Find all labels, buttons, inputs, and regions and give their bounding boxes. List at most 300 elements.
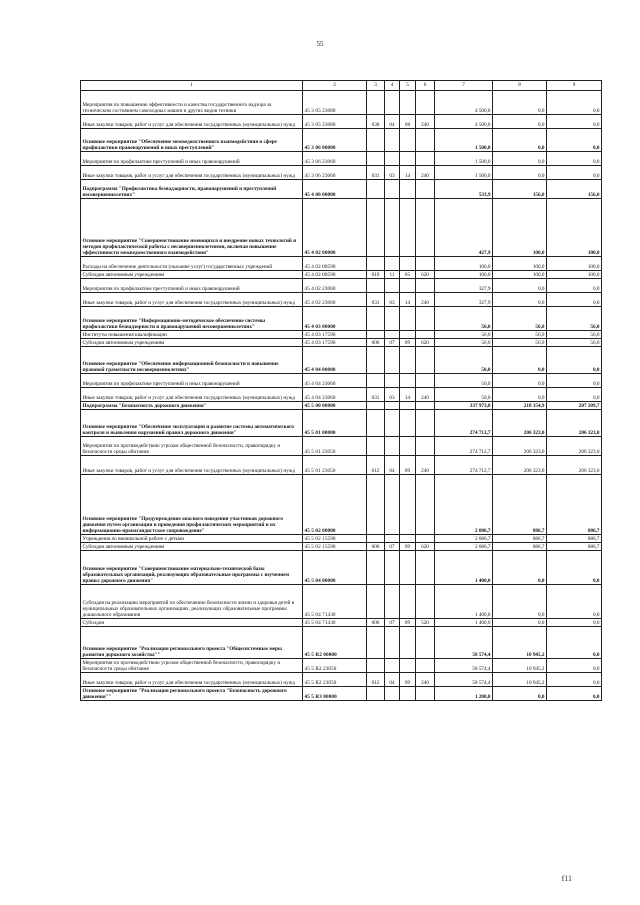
expense-type-code xyxy=(416,257,435,271)
amount-year-2: 886,7 xyxy=(493,535,547,543)
expense-type-code xyxy=(416,91,435,115)
section-code xyxy=(385,129,400,152)
target-article-code: 45 3 05 23080 xyxy=(303,91,367,115)
section-code xyxy=(385,152,400,166)
table-row xyxy=(81,166,602,180)
amount-year-2: 0,0 xyxy=(493,551,547,585)
row-name: Мероприятия по профилактике преступлений и иных правонарушений xyxy=(81,374,303,388)
subsection-code: 14 xyxy=(400,388,416,402)
table-row xyxy=(81,339,602,347)
target-article-code: 45 4 02 00590 xyxy=(303,257,367,271)
amount-year-3: 56,0 xyxy=(547,331,602,339)
row-name: Мероприятия по повышению эффективности и качества государственного надзора за техническим состоянием самоходных машин и других видов техники xyxy=(81,91,303,115)
grbs-code: 012 xyxy=(367,673,385,687)
amount-year-2: 0,0 xyxy=(493,152,547,166)
amount-year-1: 50,0 xyxy=(435,388,493,402)
target-article-code: 45 4 02 00000 xyxy=(303,199,367,257)
row-name: Основное мероприятие "Реализация регионального проекта "Безопасность дорожного движения"" xyxy=(81,687,303,701)
amount-year-1: 2 086,7 xyxy=(435,535,493,543)
amount-year-1: 274 712,7 xyxy=(435,437,493,456)
row-name: Институты повышения квалификации xyxy=(81,331,303,339)
amount-year-3: 100,0 xyxy=(547,271,602,279)
amount-year-3: 206 323,0 xyxy=(547,437,602,456)
grbs-code xyxy=(367,535,385,543)
section-code: 03 xyxy=(385,388,400,402)
column-header: 5 xyxy=(400,81,416,91)
row-name: Иные закупки товаров, работ и услуг для обеспечения государственных (муниципальных) нужд xyxy=(81,166,303,180)
amount-year-1: 2 086,7 xyxy=(435,475,493,535)
amount-year-2: 218 154,9 xyxy=(493,402,547,410)
table-row xyxy=(81,551,602,585)
section-code xyxy=(385,257,400,271)
expense-type-code: 240 xyxy=(416,456,435,475)
table-row xyxy=(81,687,602,701)
row-name: Мероприятия по противодействию угрозам общественной безопасности, правопорядку и безопасности среды обитания xyxy=(81,437,303,456)
table-row xyxy=(81,627,602,659)
subsection-code: 09 xyxy=(400,339,416,347)
section-code xyxy=(385,402,400,410)
expense-type-code xyxy=(416,307,435,331)
target-article-code: 45 5 04 71430 xyxy=(303,585,367,619)
expense-type-code xyxy=(416,627,435,659)
table-row xyxy=(81,129,602,152)
target-article-code: 45 5 02 00000 xyxy=(303,475,367,535)
amount-year-2: 206 323,0 xyxy=(493,410,547,437)
subsection-code: 05 xyxy=(400,271,416,279)
expense-type-code xyxy=(416,374,435,388)
section-code xyxy=(385,585,400,619)
table-row xyxy=(81,91,602,115)
table-row xyxy=(81,402,602,410)
amount-year-2: 10 945,2 xyxy=(493,673,547,687)
amount-year-3: 56,0 xyxy=(547,307,602,331)
row-name: Основное мероприятие "Обеспечение межведомственного взаимодействия в сфере профилактики правонарушений и иных преступлений" xyxy=(81,129,303,152)
amount-year-3: 0,0 xyxy=(547,619,602,627)
row-name: Основное мероприятие "Предупреждение опасного поведения участников дорожного движения путем организации и проведения профилактических мероприятий и их информационно-пропагандистское сопровождение" xyxy=(81,475,303,535)
subsection-code xyxy=(400,475,416,535)
expense-type-code xyxy=(416,551,435,585)
amount-year-3: 0,0 xyxy=(547,673,602,687)
table-row xyxy=(81,279,602,293)
row-name: Мероприятия по профилактике преступлений и иных правонарушений xyxy=(81,279,303,293)
table-row xyxy=(81,115,602,129)
subsection-code xyxy=(400,180,416,199)
grbs-code xyxy=(367,347,385,374)
target-article-code: 45 4 00 00000 xyxy=(303,180,367,199)
subsection-code xyxy=(400,535,416,543)
subsection-code: 14 xyxy=(400,293,416,307)
amount-year-3: 56,0 xyxy=(547,339,602,347)
section-code xyxy=(385,307,400,331)
table-row xyxy=(81,331,602,339)
amount-year-1: 1 400,0 xyxy=(435,585,493,619)
target-article-code: 45 5 04 71430 xyxy=(303,619,367,627)
expense-type-code xyxy=(416,331,435,339)
column-header: 8 xyxy=(493,81,547,91)
expense-type-code: 240 xyxy=(416,166,435,180)
amount-year-1: 427,9 xyxy=(435,199,493,257)
row-name: Мероприятия по профилактике преступлений и иных правонарушений xyxy=(81,152,303,166)
section-code xyxy=(385,687,400,701)
amount-year-3: 0,0 xyxy=(547,627,602,659)
expense-type-code: 620 xyxy=(416,339,435,347)
amount-year-3: 0,0 xyxy=(547,374,602,388)
amount-year-1: 100,0 xyxy=(435,271,493,279)
amount-year-1: 58 574,4 xyxy=(435,673,493,687)
table-header-row xyxy=(81,81,602,91)
amount-year-3: 0,0 xyxy=(547,166,602,180)
row-name: Основное мероприятие "Совершенствование материально-технической базы образовательных организаций, реализующих образовательные программы с изучением правил дорожного движения" xyxy=(81,551,303,585)
column-header: 6 xyxy=(416,81,435,91)
subsection-code xyxy=(400,402,416,410)
subsection-code xyxy=(400,551,416,585)
amount-year-3: 0,0 xyxy=(547,152,602,166)
amount-year-3: 0,0 xyxy=(547,687,602,701)
amount-year-1: 4 500,0 xyxy=(435,115,493,129)
subsection-code xyxy=(400,627,416,659)
section-code xyxy=(385,475,400,535)
section-code xyxy=(385,331,400,339)
grbs-code xyxy=(367,475,385,535)
row-name: Расходы на обеспечение деятельности (оказание услуг) государственных учреждений xyxy=(81,257,303,271)
target-article-code: 45 5 02 15590 xyxy=(303,535,367,543)
target-article-code: 45 4 03 17590 xyxy=(303,331,367,339)
expense-type-code xyxy=(416,585,435,619)
grbs-code: 031 xyxy=(367,166,385,180)
amount-year-2: 56,0 xyxy=(493,331,547,339)
amount-year-3: 0,0 xyxy=(547,585,602,619)
expense-type-code: 240 xyxy=(416,293,435,307)
expense-type-code xyxy=(416,402,435,410)
amount-year-2: 0,0 xyxy=(493,585,547,619)
target-article-code: 45 5 01 23050 xyxy=(303,456,367,475)
amount-year-1: 1 500,0 xyxy=(435,129,493,152)
amount-year-2: 206 323,0 xyxy=(493,456,547,475)
column-header: 7 xyxy=(435,81,493,91)
subsection-code xyxy=(400,585,416,619)
grbs-code xyxy=(367,374,385,388)
column-header: 1 xyxy=(81,81,303,91)
subsection-code: 14 xyxy=(400,166,416,180)
table-row xyxy=(81,257,602,271)
grbs-code: 006 xyxy=(367,619,385,627)
target-article-code: 45 3 06 00000 xyxy=(303,129,367,152)
amount-year-2: 0,0 xyxy=(493,129,547,152)
section-code xyxy=(385,199,400,257)
amount-year-3: 0,0 xyxy=(547,659,602,673)
amount-year-2: 0,0 xyxy=(493,687,547,701)
table-row xyxy=(81,619,602,627)
target-article-code: 45 3 06 23060 xyxy=(303,166,367,180)
column-header: 2 xyxy=(303,81,367,91)
section-code: 03 xyxy=(385,166,400,180)
amount-year-1: 4 500,0 xyxy=(435,91,493,115)
grbs-code: 012 xyxy=(367,456,385,475)
table-row xyxy=(81,659,602,673)
section-code xyxy=(385,347,400,374)
row-name: Иные закупки товаров, работ и услуг для обеспечения государственных (муниципальных) нужд xyxy=(81,456,303,475)
column-header: 3 xyxy=(367,81,385,91)
section-code: 07 xyxy=(385,543,400,551)
subsection-code xyxy=(400,374,416,388)
subsection-code xyxy=(400,91,416,115)
amount-year-3: 0,0 xyxy=(547,91,602,115)
page-number: 55 xyxy=(316,40,324,48)
subsection-code: 09 xyxy=(400,543,416,551)
expense-type-code xyxy=(416,659,435,673)
amount-year-1: 274 712,7 xyxy=(435,410,493,437)
expense-type-code xyxy=(416,199,435,257)
target-article-code: 45 4 02 00590 xyxy=(303,271,367,279)
section-code: 03 xyxy=(385,293,400,307)
amount-year-2: 10 945,2 xyxy=(493,627,547,659)
amount-year-3: 206 323,0 xyxy=(547,410,602,437)
amount-year-1: 1 500,0 xyxy=(435,166,493,180)
table-row xyxy=(81,475,602,535)
column-header: 4 xyxy=(385,81,400,91)
subsection-code xyxy=(400,331,416,339)
row-name: Субсидия на реализацию мероприятий по обеспечению безопасности жизни и здоровья детей в муниципальных образовательных организациях, реализующих образовательные программы дошкольного образования xyxy=(81,585,303,619)
row-name: Основное мероприятие "Информационно-методическое обеспечение системы профилактики безнадзорности и правонарушений несовершеннолетних" xyxy=(81,307,303,331)
amount-year-3: 0,0 xyxy=(547,115,602,129)
amount-year-2: 10 945,2 xyxy=(493,659,547,673)
amount-year-3: 886,7 xyxy=(547,535,602,543)
section-code: 04 xyxy=(385,115,400,129)
expense-type-code: 520 xyxy=(416,619,435,627)
grbs-code xyxy=(367,410,385,437)
amount-year-2: 206 323,0 xyxy=(493,437,547,456)
amount-year-1: 56,0 xyxy=(435,331,493,339)
table-row xyxy=(81,673,602,687)
amount-year-1: 2 086,7 xyxy=(435,543,493,551)
target-article-code: 45 4 04 23060 xyxy=(303,374,367,388)
amount-year-1: 56,0 xyxy=(435,339,493,347)
row-name: Основное мероприятие "Совершенствование имеющихся и внедрение новых технологий и методов профилактической работы с несовершеннолетними, включая повышение эффективности межведомственного взаимодействия" xyxy=(81,199,303,257)
amount-year-1: 337 973,8 xyxy=(435,402,493,410)
section-code xyxy=(385,437,400,456)
grbs-code: 006 xyxy=(367,543,385,551)
column-header: 9 xyxy=(547,81,602,91)
target-article-code: 45 5 00 00000 xyxy=(303,402,367,410)
table-row xyxy=(81,307,602,331)
amount-year-2: 0,0 xyxy=(493,166,547,180)
target-article-code: 45 5 R2 23050 xyxy=(303,659,367,673)
grbs-code xyxy=(367,585,385,619)
table-row xyxy=(81,543,602,551)
subsection-code: 08 xyxy=(400,115,416,129)
amount-year-2: 0,0 xyxy=(493,279,547,293)
amount-year-2: 100,0 xyxy=(493,199,547,257)
section-code xyxy=(385,535,400,543)
target-article-code: 45 5 02 15590 xyxy=(303,543,367,551)
grbs-code xyxy=(367,180,385,199)
amount-year-3: 0,0 xyxy=(547,279,602,293)
section-code: 04 xyxy=(385,673,400,687)
expense-type-code xyxy=(416,180,435,199)
table-row xyxy=(81,374,602,388)
table-row xyxy=(81,410,602,437)
subsection-code xyxy=(400,279,416,293)
section-code xyxy=(385,551,400,585)
subsection-code: 09 xyxy=(400,456,416,475)
amount-year-1: 50,0 xyxy=(435,347,493,374)
table-row xyxy=(81,347,602,374)
grbs-code xyxy=(367,129,385,152)
amount-year-1: 1 400,0 xyxy=(435,551,493,585)
grbs-code xyxy=(367,437,385,456)
target-article-code: 45 4 04 00000 xyxy=(303,347,367,374)
amount-year-3: 0,0 xyxy=(547,293,602,307)
amount-year-1: 50,0 xyxy=(435,374,493,388)
amount-year-2: 56,0 xyxy=(493,307,547,331)
subsection-code xyxy=(400,410,416,437)
grbs-code: 030 xyxy=(367,115,385,129)
amount-year-1: 327,9 xyxy=(435,293,493,307)
grbs-code: 031 xyxy=(367,293,385,307)
amount-year-2: 100,0 xyxy=(493,257,547,271)
amount-year-2: 0,0 xyxy=(493,374,547,388)
expense-type-code xyxy=(416,437,435,456)
grbs-code xyxy=(367,627,385,659)
table-row xyxy=(81,271,602,279)
footer-mark: f11 xyxy=(561,874,572,883)
grbs-code xyxy=(367,331,385,339)
subsection-code: 09 xyxy=(400,673,416,687)
grbs-code xyxy=(367,152,385,166)
target-article-code: 45 4 03 00000 xyxy=(303,307,367,331)
amount-year-2: 886,7 xyxy=(493,543,547,551)
row-name: Основное мероприятие "Обеспечение информационной безопасности и повышение правовой грамотности несовершеннолетних" xyxy=(81,347,303,374)
row-name: Мероприятия по противодействию угрозам общественной безопасности, правопорядку и безопасности среды обитания xyxy=(81,659,303,673)
row-name: Подпрограмма "Безопасность дорожного движения" xyxy=(81,402,303,410)
grbs-code xyxy=(367,687,385,701)
target-article-code: 45 5 01 00000 xyxy=(303,410,367,437)
amount-year-1: 1 200,0 xyxy=(435,687,493,701)
section-code: 07 xyxy=(385,339,400,347)
target-article-code: 45 3 06 23060 xyxy=(303,152,367,166)
section-code xyxy=(385,180,400,199)
row-name: Субсидии автономным учреждениям xyxy=(81,339,303,347)
section-code xyxy=(385,627,400,659)
target-article-code: 45 5 04 00000 xyxy=(303,551,367,585)
row-name: Подпрограмма "Профилактика безнадзорности, правонарушений и преступлений несовершеннолетних" xyxy=(81,180,303,199)
subsection-code: 09 xyxy=(400,619,416,627)
row-name: Основное мероприятие "Обеспечение эксплуатации и развитие системы автоматического контроля и выявления нарушений правил дорожного движения" xyxy=(81,410,303,437)
grbs-code: 031 xyxy=(367,388,385,402)
target-article-code: 45 5 R2 00000 xyxy=(303,627,367,659)
grbs-code: 019 xyxy=(367,271,385,279)
table-row xyxy=(81,388,602,402)
expense-type-code: 620 xyxy=(416,543,435,551)
section-code xyxy=(385,410,400,437)
amount-year-3: 100,0 xyxy=(547,199,602,257)
target-article-code: 45 4 04 23060 xyxy=(303,388,367,402)
subsection-code xyxy=(400,659,416,673)
target-article-code: 45 4 02 23060 xyxy=(303,279,367,293)
amount-year-1: 100,0 xyxy=(435,257,493,271)
subsection-code xyxy=(400,307,416,331)
amount-year-2: 0,0 xyxy=(493,347,547,374)
grbs-code xyxy=(367,659,385,673)
expense-type-code xyxy=(416,152,435,166)
amount-year-1: 274 712,7 xyxy=(435,456,493,475)
amount-year-1: 1 400,0 xyxy=(435,619,493,627)
table-row xyxy=(81,456,602,475)
subsection-code xyxy=(400,257,416,271)
amount-year-1: 533,9 xyxy=(435,180,493,199)
row-name: Иные закупки товаров, работ и услуг для обеспечения государственных (муниципальных) нужд xyxy=(81,388,303,402)
target-article-code: 45 4 02 23060 xyxy=(303,293,367,307)
amount-year-3: 156,0 xyxy=(547,180,602,199)
amount-year-3: 886,7 xyxy=(547,475,602,535)
amount-year-2: 0,0 xyxy=(493,619,547,627)
target-article-code: 45 3 05 23080 xyxy=(303,115,367,129)
amount-year-1: 327,9 xyxy=(435,279,493,293)
amount-year-3: 0,0 xyxy=(547,388,602,402)
table-row xyxy=(81,152,602,166)
grbs-code: 006 xyxy=(367,339,385,347)
amount-year-2: 0,0 xyxy=(493,115,547,129)
amount-year-1: 58 574,4 xyxy=(435,627,493,659)
expense-type-code xyxy=(416,475,435,535)
section-code xyxy=(385,659,400,673)
table-row xyxy=(81,535,602,543)
expense-type-code xyxy=(416,279,435,293)
row-name: Учреждения по внешкольной работе с детьми xyxy=(81,535,303,543)
expense-type-code: 240 xyxy=(416,115,435,129)
budget-table xyxy=(80,80,602,701)
table-row xyxy=(81,437,602,456)
amount-year-3: 0,0 xyxy=(547,347,602,374)
amount-year-2: 0,0 xyxy=(493,293,547,307)
subsection-code xyxy=(400,347,416,374)
section-code xyxy=(385,279,400,293)
expense-type-code xyxy=(416,129,435,152)
expense-type-code xyxy=(416,347,435,374)
amount-year-2: 56,0 xyxy=(493,339,547,347)
grbs-code xyxy=(367,307,385,331)
target-article-code: 45 5 R2 23050 xyxy=(303,673,367,687)
amount-year-1: 1 500,0 xyxy=(435,152,493,166)
subsection-code xyxy=(400,437,416,456)
row-name: Субсидии xyxy=(81,619,303,627)
section-code xyxy=(385,374,400,388)
subsection-code xyxy=(400,129,416,152)
amount-year-2: 156,0 xyxy=(493,180,547,199)
row-name: Иные закупки товаров, работ и услуг для обеспечения государственных (муниципальных) нужд xyxy=(81,673,303,687)
section-code: 07 xyxy=(385,619,400,627)
row-name: Иные закупки товаров, работ и услуг для обеспечения государственных (муниципальных) нужд xyxy=(81,293,303,307)
row-name: Основное мероприятие "Реализация регионального проекта "Общесистемные меры развития дорожного хозяйства"" xyxy=(81,627,303,659)
amount-year-2: 886,7 xyxy=(493,475,547,535)
target-article-code: 45 4 03 17590 xyxy=(303,339,367,347)
grbs-code xyxy=(367,279,385,293)
amount-year-3: 100,0 xyxy=(547,257,602,271)
row-name: Иные закупки товаров, работ и услуг для обеспечения государственных (муниципальных) нужд xyxy=(81,115,303,129)
section-code: 11 xyxy=(385,271,400,279)
subsection-code xyxy=(400,152,416,166)
target-article-code: 45 5 01 23050 xyxy=(303,437,367,456)
amount-year-3: 0,0 xyxy=(547,551,602,585)
amount-year-3: 886,7 xyxy=(547,543,602,551)
table-row xyxy=(81,180,602,199)
amount-year-2: 0,0 xyxy=(493,388,547,402)
amount-year-3: 206 323,0 xyxy=(547,456,602,475)
row-name: Субсидии автономным учреждениям xyxy=(81,543,303,551)
row-name: Субсидии автономным учреждениям xyxy=(81,271,303,279)
amount-year-1: 56,0 xyxy=(435,307,493,331)
expense-type-code: 620 xyxy=(416,271,435,279)
